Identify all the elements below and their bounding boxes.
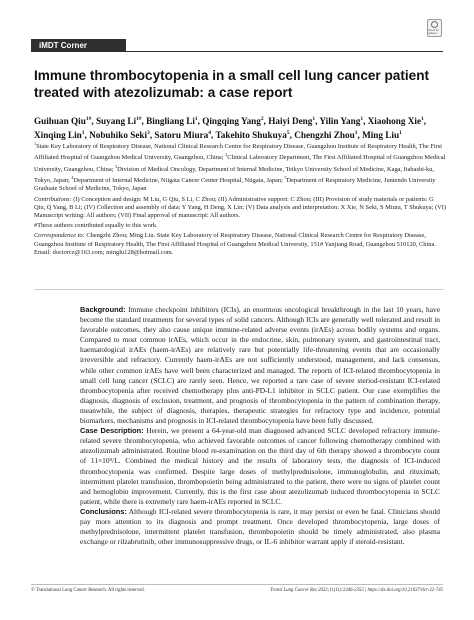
author-name: Nobuhiko Seki bbox=[89, 130, 148, 141]
author-affiliation-mark: 1 bbox=[354, 130, 358, 137]
author-affiliation-mark: 3 bbox=[147, 130, 150, 137]
contributions bbox=[34, 196, 446, 221]
author-affiliation-mark: 1 bbox=[81, 130, 85, 137]
author-name: Haiyi Deng bbox=[268, 116, 313, 127]
abstract-background bbox=[80, 305, 440, 426]
front-matter bbox=[34, 140, 446, 257]
correspondence-label: Correspondence to: bbox=[34, 232, 85, 240]
author-affiliation-mark: 4 bbox=[208, 130, 212, 137]
footer-copyright: © Translational Lung Cancer Research. All rights reserved. bbox=[31, 588, 145, 593]
update-check-icon bbox=[431, 21, 438, 28]
background-label: Background: bbox=[80, 305, 126, 314]
affiliation-mark: 2 bbox=[225, 152, 228, 158]
abstract-case-description bbox=[80, 426, 440, 507]
footer-citation[interactable]: Transl Lung Cancer Res 2022;11(11):2346-2355 | https://dx.doi.org/10.21037/tlcr-22-745 bbox=[270, 588, 443, 593]
correspondence bbox=[34, 232, 446, 257]
header-divider bbox=[31, 51, 443, 52]
author-affiliation-mark: 1 bbox=[421, 116, 424, 122]
contributions-text: (I) Conception and design: M Liu, G Qiu, S Li, C Zhou; (II) Administrative support: C Zhou; (III) Provision of study materials or patients: G Qiu, Q Yang, B Li; (IV) Collection and assembly of data: Y Yang, H Deng, X Lin; (V) Data analysis and interpretation: X Xie, N Seki, S Miura, T Shukuya; (VI) Manuscript writing: All authors; (VII) Final approval of manuscript: All authors. bbox=[34, 195, 446, 219]
affiliation-text: Clinical Laboratory Department, The First Affiliated Hospital of Guangzhou Medical University, Guangzhou, China; bbox=[34, 154, 446, 173]
affiliation-text: Department of Respiratory Medicine, Juntendo University Graduate School of Medicine, Tokyo, Japan bbox=[34, 177, 436, 193]
author-name: Xiaohong Xie bbox=[367, 116, 422, 127]
footer-divider bbox=[31, 584, 443, 585]
author-list: Guihuan Qiu$^{1\#}$, Suyang $Li^{1\#}$, Bingliang Li$^1$, Qingqing Yang$^2$, Haiyi Deng$^1$, Yilin Yang$^1$, Xiaohong Xie$^1$, Xinqing Lin$^1$, Nobuhiko Seki$^3$, Satoru Miura$^4$, Takehito Shukuya$^5$, Chengzhi Zhou$^1$, Ming Liu$^1$ bbox=[34, 116, 427, 141]
affiliation-mark: 5 bbox=[284, 174, 287, 180]
affiliation-text: Department of Internal Medicine, Niigata Cancer Center Hospital, Niigata, Japan; bbox=[73, 177, 285, 185]
author-name: Bingliang Li bbox=[146, 116, 195, 127]
background-text: Immune checkpoint inhibitors (ICIs), an enormous oncological breakthrough in the last 10 years, have become the standard treatments for several types of solid cancers. Although ICIs are generally well tolerated and result in favorable outcomes, they also cause unique immune-related adverse events (irAEs) across bodily systems and organs. Compared to most common irAEs, which occur in the endocrine, skin, pulmonary system, and gastrointestinal tract, haematological irAEs (haem-irAEs) are relatively rare but potentially life-threatening events that are occasionally irreversible and refractory. Currently haem-irAEs are not sufficiently understood, management, and lack consensus, while other common irAEs have well been characterized and managed. The reports of ICI-related thrombocytopenia in small cell lung cancer (SCLC) are rarely seen. Hence, we reported a rare case of severe steriod-resistant ICI-related thrombocytopenia after received chemotherapy plus anti-PD-L1 inhibitor in SCLC patient. Our case exemplifies the diagnosis, diagnosis of exclusion, treatment, and prognosis of thrombocytopenia in the pattern of combination therapy, meanwhile, the subject of diagnosis, therapies, therapeutic strategies for refractory type and incidence, potential biomarkers, mechanisms and prognosis in ICI-related thrombocytopenia have been fully discussed. bbox=[80, 305, 440, 426]
affiliation-mark: 1 bbox=[34, 141, 37, 146]
author-affiliation-mark: 1 bbox=[399, 130, 402, 137]
badge-text: Check for updates bbox=[428, 29, 439, 35]
affiliation-mark: 3 bbox=[115, 163, 118, 169]
author-name: Qingqing Yang bbox=[202, 116, 261, 127]
author-name: Guihuan Qiu bbox=[34, 116, 86, 127]
author-name: Chengzhi Zhou bbox=[294, 130, 355, 141]
abstract-divider bbox=[34, 289, 444, 290]
author-name: Suyang Li bbox=[95, 116, 137, 127]
affiliations bbox=[34, 140, 446, 194]
case-description-label: Case Description: bbox=[80, 426, 144, 436]
author-name: Takehito Shukuya bbox=[215, 130, 287, 141]
correspondence-text: Chengzhi Zhou; Ming Liu. State Key Laboratory of Respiratory Disease, National Clinical Research Centre for Respiratory Disease, Guangzhou Institute of Respiratory Health, The First Affiliated Hospital of Guangzhou Medical University, 151# Yanjiang Road, Guangzhou 510120, China. Email: doctorcz@163.com; minglu128@hotmail.com. bbox=[34, 232, 436, 256]
author-affiliation-mark: 1 bbox=[194, 116, 198, 122]
article-title: Immune thrombocytopenia in a small cell lung cancer patient treated with atezolizumab: a case report bbox=[34, 68, 430, 100]
affiliation-mark: 4 bbox=[71, 174, 74, 180]
author-affiliation-mark: 1 bbox=[312, 116, 316, 122]
author-name: Xinqing Lin bbox=[34, 130, 82, 141]
author-name: Satoru Miura bbox=[154, 130, 209, 141]
author-affiliation-mark: 5 bbox=[286, 130, 290, 137]
abstract-conclusions bbox=[80, 507, 440, 547]
affiliation-text: State Key Laboratory of Respiratory Disease, National Clinical Research Centre for Respiratory Disease, Guangzhou Institute of Respiratory Health, The First Affiliated Hospital of Guangzhou Medical University, Guangzhou, China; bbox=[34, 143, 443, 162]
author-affiliation-mark: 1# bbox=[85, 116, 92, 122]
author-affiliation-mark: 1 bbox=[360, 116, 364, 122]
section-tag: iMDT Corner bbox=[31, 39, 126, 52]
conclusions-text: Although ICI-related severe thrombocytopenia is rare, it may persist or even be fatal. Clinicians should pay more attention to its diagnosis and prompt treatment. Once developed thrombocytopenia, large doses of methylprednisolone, intermittent platelet transfusion, thrombopoietin should be timely administrated, also plasma exchange or rilzabrutinib, other immunosuppressive drugs, or IL-6 inhibitor warrant apply if steroid-resistant. bbox=[80, 506, 440, 547]
case-description-text: Herein, we present a 64-year-old man diagnosed advanced SCLC developed refractory immune-related severe thrombocytopenia, who achieved favorable outcomes of cancer following chemotherapy combined with atezolizumab administrated. Routine blood re-examination on the third day of 6th therapy showed a thrombocyte count of 11×10⁹/L. Combined the medical history and the results of laboratory tests, the diagnosis of ICI-induced thrombocytopenia was confirmed. Despite large doses of methylprednisolone, immunoglobulin, and rituximab, intermittent platelet transfusion, thrombopoietin being administrated to the patient, there were no signs of platelet count and hemoglobin improvement. Currently, this is the first case about atezolizumab induced thrombocytopenia in SCLC patient, while there is extremely rare haem-irAEs reported in SCLC. bbox=[80, 426, 440, 506]
check-for-updates-badge[interactable] bbox=[427, 19, 442, 37]
author-name: Yilin Yang bbox=[319, 116, 361, 127]
contributions-label: Contributions: bbox=[34, 195, 72, 203]
author-affiliation-mark: 2 bbox=[260, 116, 264, 122]
abstract bbox=[80, 305, 440, 547]
author-name: Ming Liu bbox=[362, 130, 400, 141]
equal-contribution-note: #These authors contributed equally to this work. bbox=[34, 222, 158, 230]
author-affiliation-mark: 1# bbox=[136, 116, 142, 122]
conclusions-label: Conclusions: bbox=[80, 506, 127, 516]
affiliation-text: Division of Medical Oncology, Department of Internal Medicine, Teikyo University School of Medicine, Kaga, Itabashi-ku, Tokyo, Japan; bbox=[34, 165, 435, 185]
